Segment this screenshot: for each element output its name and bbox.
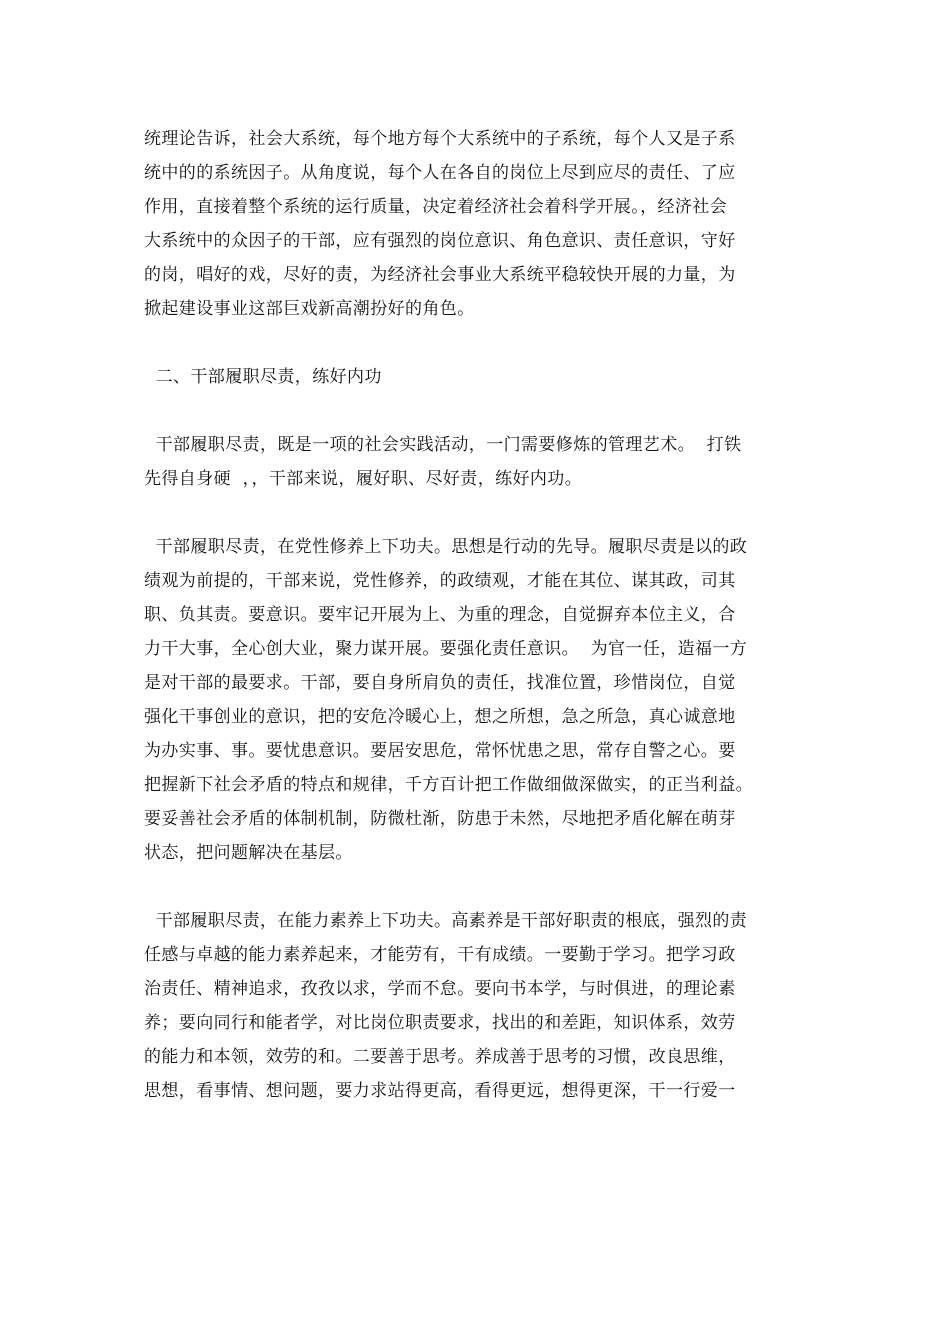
text-line: 为办实事、事。要忧患意识。要居安思危，常怀忧患之思，常存自警之心。要 bbox=[144, 741, 736, 761]
document-body bbox=[144, 122, 814, 1108]
heading-text: 二、干部履职尽责，练好内功 bbox=[144, 367, 382, 387]
paragraph-1 bbox=[144, 122, 814, 326]
text-line: 状态，把问题解决在基层。 bbox=[144, 843, 353, 863]
text-line: 任感与卓越的能力素养起来，才能劳有，干有成绩。一要勤于学习。把学习政 bbox=[144, 945, 736, 965]
text-line: 先得自身硬 ，，干部来说，履好职、尽好责，练好内功。 bbox=[144, 469, 583, 489]
text-line: 大系统中的众因子的干部，应有强烈的岗位意识、角色意识、责任意识，守好 bbox=[144, 231, 736, 251]
text-line: 思想，看事情、想问题，要力求站得更高，看得更远，想得更深，干一行爱一 bbox=[144, 1081, 736, 1101]
text-line: 干部履职尽责，在党性修养上下功夫。思想是行动的先导。履职尽责是以的政 bbox=[144, 537, 748, 557]
text-line: 力干大事，全心创大业，聚力谋开展。要强化责任意识。 为官一任，造福一方 bbox=[144, 639, 748, 659]
text-line: 的能力和本领，效劳的和。二要善于思考。养成善于思考的习惯，改良思维， bbox=[144, 1047, 736, 1067]
text-line: 作用，直接着整个系统的运行质量，决定着经济社会着科学开展。，经济社会 bbox=[144, 197, 728, 217]
text-line: 统中的的系统因子。从角度说，每个人在各自的岗位上尽到应尽的责任、了应 bbox=[144, 163, 736, 183]
text-line: 治责任、精神追求，孜孜以求，学而不怠。要向书本学，与时俱进，的理论素 bbox=[144, 979, 736, 999]
paragraph-2 bbox=[144, 428, 814, 496]
text-line: 的岗，唱好的戏，尽好的责，为经济社会事业大系统平稳较快开展的力量，为 bbox=[144, 265, 736, 285]
text-line: 干部履职尽责，既是一项的社会实践活动，一门需要修炼的管理艺术。 打铁 bbox=[144, 435, 742, 455]
paragraph-4 bbox=[144, 904, 814, 1108]
text-line: 是对干部的最要求。干部，要自身所肩负的责任，找准位置，珍惜岗位，自觉 bbox=[144, 673, 736, 693]
text-line: 把握新下社会矛盾的特点和规律，千方百计把工作做细做深做实，的正当利益。 bbox=[144, 775, 753, 795]
paragraph-gap bbox=[144, 496, 814, 530]
paragraph-gap bbox=[144, 394, 814, 428]
section-heading bbox=[144, 360, 814, 394]
text-line: 职、负其责。要意识。要牢记开展为上、为重的理念，自觉摒弃本位主义，合 bbox=[144, 605, 736, 625]
paragraph-3 bbox=[144, 530, 814, 870]
text-line: 要妥善社会矛盾的体制机制，防微杜渐，防患于未然，尽地把矛盾化解在萌芽 bbox=[144, 809, 736, 829]
text-line: 掀起建设事业这部巨戏新高潮扮好的角色。 bbox=[144, 299, 475, 319]
text-line: 强化干事创业的意识，把的安危冷暖心上，想之所想，急之所急，真心诚意地 bbox=[144, 707, 736, 727]
text-line: 绩观为前提的，干部来说，党性修养，的政绩观，才能在其位、谋其政，司其 bbox=[144, 571, 736, 591]
paragraph-gap bbox=[144, 326, 814, 360]
text-line: 养；要向同行和能者学，对比岗位职责要求，找出的和差距，知识体系，效劳 bbox=[144, 1013, 736, 1033]
paragraph-gap bbox=[144, 870, 814, 904]
text-line: 统理论告诉，社会大系统，每个地方每个大系统中的子系统，每个人又是子系 bbox=[144, 129, 736, 149]
text-line: 干部履职尽责，在能力素养上下功夫。高素养是干部好职责的根底，强烈的责 bbox=[144, 911, 748, 931]
